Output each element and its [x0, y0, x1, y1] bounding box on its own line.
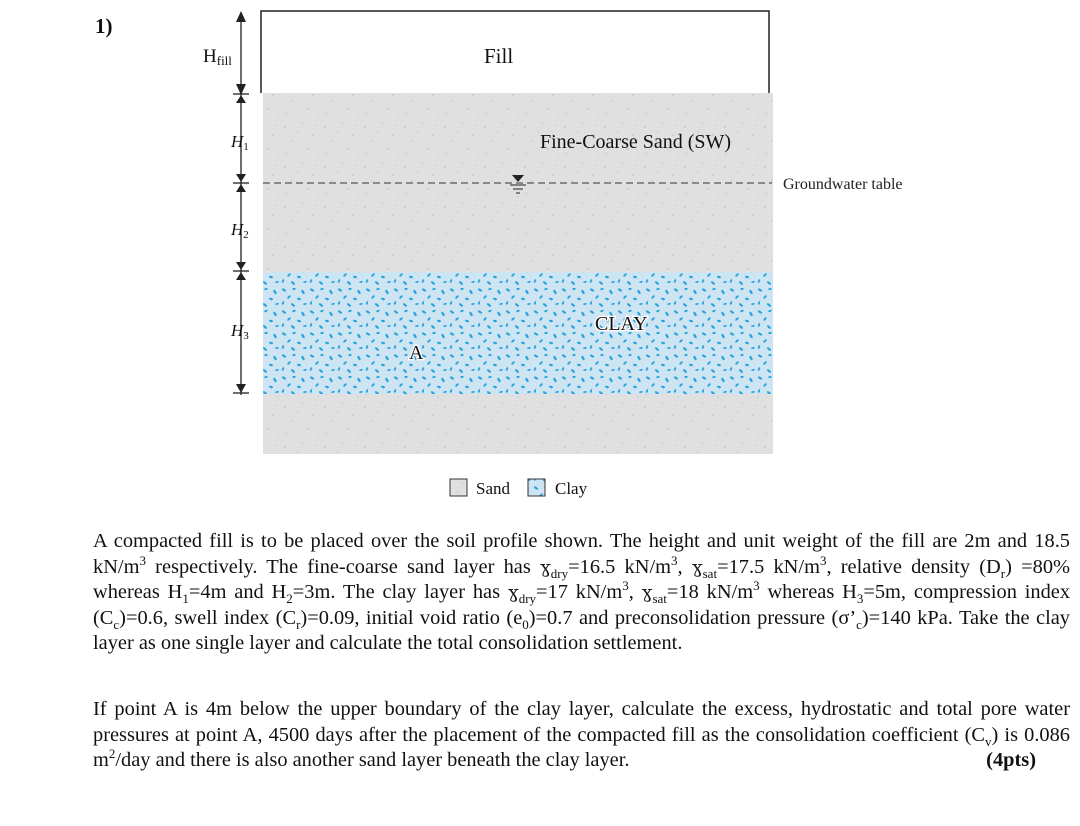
point-a-label: A — [409, 342, 424, 364]
fill-outline — [261, 11, 769, 93]
h2-label: H2 — [231, 220, 249, 241]
sand-layer-label: Fine-Coarse Sand (SW) — [540, 131, 732, 153]
legend — [450, 479, 588, 498]
legend-sand-label: Sand — [476, 479, 510, 498]
fill-label: Fill — [484, 44, 514, 68]
h3-label: H3 — [231, 321, 249, 342]
legend-sand-swatch — [450, 479, 467, 496]
legend-clay-label: Clay — [555, 479, 588, 498]
problem-paragraph-1: A compacted fill is to be placed over the soil profile shown. The height and unit weight of the fill are 2m and 18.5 $kN/m^3$ respectively. The fine-coarse sand layer has ɣ$_{dry}$=16.5 $kN/m^3$, ɣ$_{sat}$=17.5 $kN/m^3$, relative density $(D_r) =80\%$ whereas $H_1=4m$ and $H_2=3m$. The clay layer has ɣ$_{dry}$=17 $kN/m^3$, ɣ$_{sat}$=18 $kN/m^3$ whereas $H_3=5m$, compression index $(C_c)=0.6$, swell index $(C_r)=0.09$, initial void ratio $(e_0)=0.7$ and preconsolidation pressure $(\sigma’_c)=140$ kPa. Take the clay layer as one single layer and calculate the total consolidation settlement. — [93, 530, 1071, 654]
question-number: 1) — [95, 14, 113, 38]
problem-paragraph-2: If point A is 4m below the upper boundary of the clay layer, calculate the excess, hydrostatic and total pore water pressures at point A, 4500 days after the placement of the compacted fill as the consolidation coefficient $(C_v)$ is 0.086 $m^2$/day and there is also another sand layer beneath the clay layer. (4pts) — [93, 697, 1070, 774]
h1-label: H1 — [231, 132, 249, 153]
h-fill-label: Hfill — [203, 46, 232, 68]
sand-layer-lower — [263, 394, 773, 454]
legend-clay-swatch — [528, 479, 545, 496]
points-label: (4pts) — [986, 749, 1036, 771]
clay-layer — [263, 272, 773, 394]
clay-label: CLAY — [595, 313, 648, 335]
groundwater-label: Groundwater table — [783, 176, 903, 193]
